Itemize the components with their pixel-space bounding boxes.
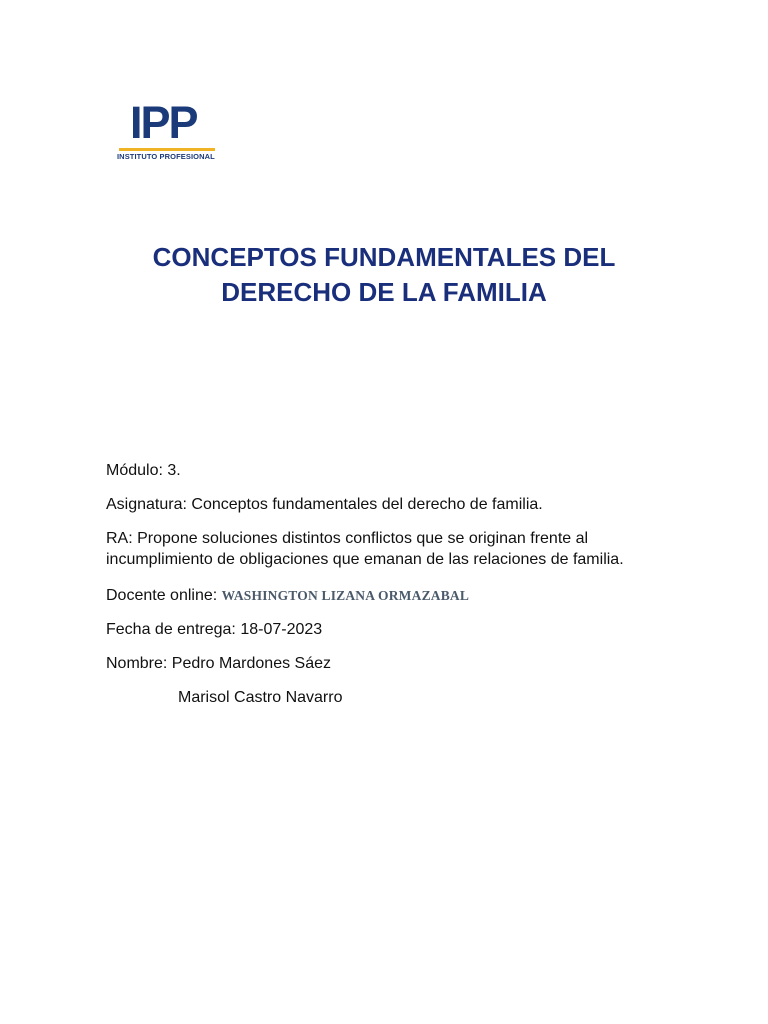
nombre-line-2: Marisol Castro Navarro: [178, 689, 343, 706]
ipp-logo: [111, 97, 223, 168]
document-info: [106, 460, 666, 721]
logo-gold-bar: [119, 148, 215, 151]
docente-line: [106, 585, 666, 606]
ra-line: RA: Propone soluciones distintos conflictos que se originan frente al incumplimiento de obligaciones que emanan de las relaciones de familia.: [106, 530, 624, 568]
logo-letter-p: P: [168, 97, 197, 148]
logo-wordmark: [130, 97, 223, 148]
asignatura-line: Asignatura: Conceptos fundamentales del derecho de familia.: [106, 496, 543, 513]
logo-subtitle: INSTITUTO PROFESIONAL: [117, 152, 215, 161]
document-title: [84, 240, 684, 310]
fecha-line: Fecha de entrega: 18-07-2023: [106, 621, 323, 638]
modulo-line: Módulo: 3.: [106, 462, 181, 479]
title-line-1: CONCEPTOS FUNDAMENTALES DEL: [152, 242, 616, 272]
docente-label: Docente online:: [106, 587, 222, 604]
nombre-line: Nombre: Pedro Mardones Sáez: [106, 655, 331, 672]
title-line-2: DERECHO DE LA FAMILIA: [221, 277, 547, 307]
logo-letters-ip: IP: [130, 97, 169, 148]
docente-name: WASHINGTON LIZANA ORMAZABAL: [221, 588, 470, 603]
